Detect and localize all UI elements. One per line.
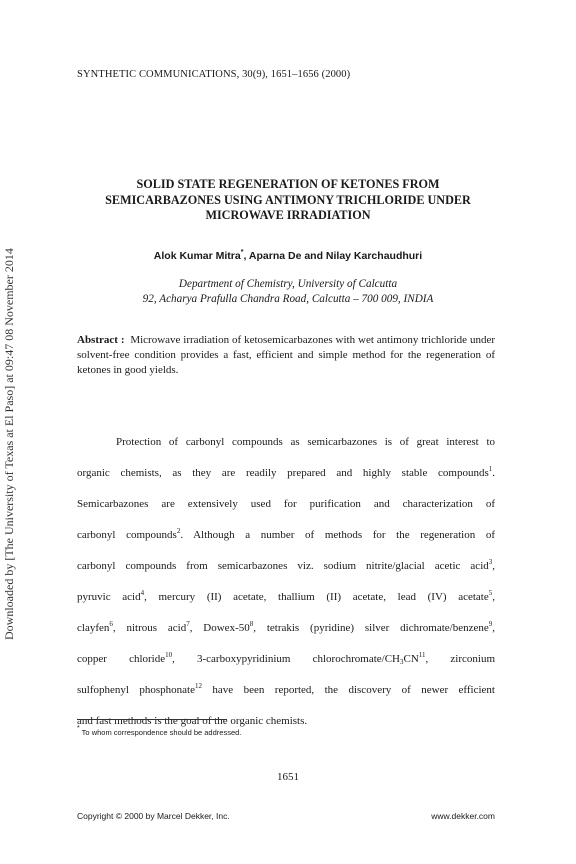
- body-line: carbonyl compounds from semicarbazones viz. sodium nitrite/glacial acetic acid$^3$,: [77, 558, 495, 572]
- body-line: sulfophenyl phosphonate$^{12}$ have been reported, the discovery of newer efficient: [77, 682, 495, 696]
- footnote-divider: [77, 719, 227, 720]
- abstract-text: Microwave irradiation of ketosemicarbazones with wet antimony trichloride under solvent-free condition provides a fast, efficient and simple method for the regeneration of ketones in good yields.: [77, 334, 495, 376]
- citation-ref: 7: [186, 620, 190, 628]
- download-watermark-text: Downloaded by [The University of Texas at El Paso] at 09:47 08 November 2014: [2, 248, 16, 640]
- title-line: MICROWAVE IRRADIATION: [205, 208, 371, 222]
- page-number: 1651: [277, 771, 299, 783]
- citation-ref: 3: [488, 558, 493, 566]
- citation-ref: 11: [418, 651, 426, 659]
- affiliation-department: Department of Chemistry, University of Calcutta: [178, 278, 398, 290]
- journal-citation: SYNTHETIC COMMUNICATIONS, 30(9), 1651–1656 (2000): [77, 69, 351, 80]
- body-line: and fast methods is the goal of the organic chemists.: [77, 715, 308, 727]
- paper-title: [60, 177, 516, 224]
- corresponding-mark: *: [240, 249, 244, 256]
- affiliation-address: 92, Acharya Prafulla Chandra Road, Calcutta – 700 009, INDIA: [142, 292, 434, 305]
- author-list: [60, 250, 516, 262]
- title-line: SEMICARBAZONES USING ANTIMONY TRICHLORIDE UNDER: [105, 192, 471, 207]
- copyright-notice: Copyright © 2000 by Marcel Dekker, Inc.: [77, 811, 230, 821]
- footnote-text: To whom correspondence should be addressed.: [79, 728, 242, 737]
- download-watermark: [2, 248, 18, 656]
- citation-ref: 12: [194, 682, 202, 690]
- abstract-label: Abstract :: [77, 334, 125, 346]
- citation-ref: 10: [165, 651, 173, 659]
- publisher-website: www.dekker.com: [431, 811, 495, 821]
- footnote: [77, 725, 242, 737]
- body-line: clayfen$^6$, nitrous acid$^7$, Dowex-$50^8$, tetrakis (pyridine) silver dichromate/benzene$^9$,: [77, 620, 495, 634]
- author-name: Alok Kumar Mitra: [153, 250, 241, 262]
- body-line: pyruvic acid$^4$, mercury (II) acetate, thallium (II) acetate, lead (IV) acetate$^5$,: [77, 589, 495, 603]
- footnote-mark: *: [77, 725, 80, 732]
- body-line: carbonyl compounds$^2$. Although a number of methods for the regeneration of: [77, 527, 495, 541]
- affiliation: [60, 277, 516, 306]
- body-paragraph: [77, 427, 495, 737]
- citation-ref: 5: [488, 589, 493, 597]
- body-line: copper chloride$^{10}$, 3-carboxypyridinium chlorochromate/$CH_3CN^{11}$, zirconium: [77, 651, 495, 666]
- citation-ref: 6: [109, 620, 113, 628]
- citation-ref: 9: [488, 620, 493, 628]
- other-authors: , Aparna De and Nilay Karchaudhuri: [243, 250, 423, 262]
- citation-ref: 1: [488, 465, 493, 473]
- citation-ref: 8: [249, 620, 254, 628]
- body-line: Semicarbazones are extensively used for purification and characterization of: [77, 498, 495, 510]
- citation-ref: 4: [140, 589, 145, 597]
- citation-ref: 2: [176, 527, 181, 535]
- body-line: Protection of carbonyl compounds as semicarbazones is of great interest to: [116, 436, 495, 448]
- subscript: 3: [399, 658, 404, 666]
- body-line: organic chemists, as they are readily prepared and highly stable compounds$^1$.: [77, 465, 495, 479]
- title-line: SOLID STATE REGENERATION OF KETONES FROM: [136, 177, 440, 191]
- abstract: [77, 333, 495, 378]
